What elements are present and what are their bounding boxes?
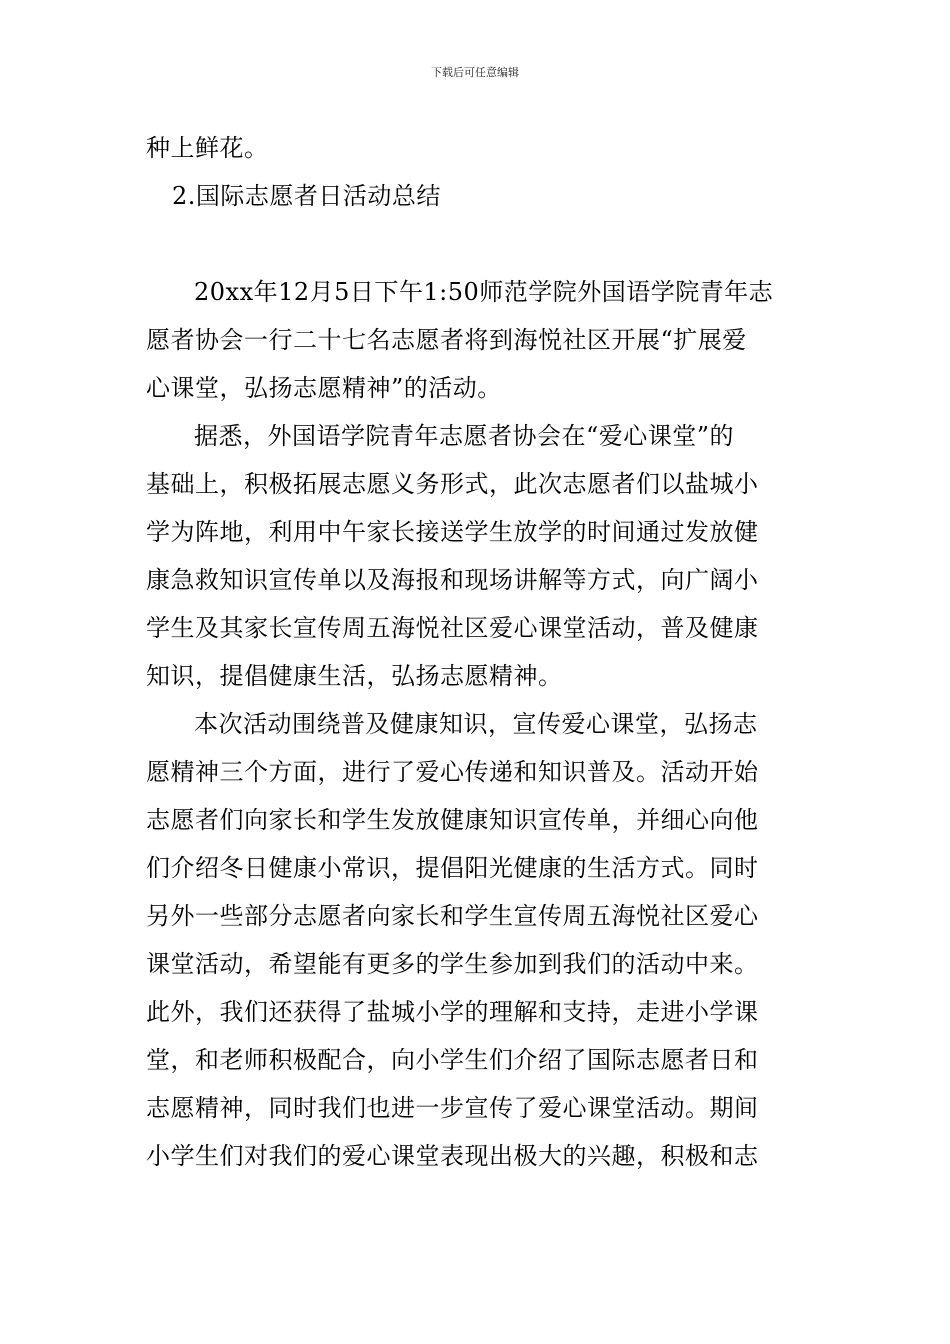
section-heading: 2.国际志愿者日活动总结 — [172, 182, 441, 210]
paragraph-line: 志愿者们向家长和学生发放健康知识宣传单，并细心向他 — [146, 806, 759, 834]
paragraph-line: 学为阵地，利用中午家长接送学生放学的时间通过发放健 — [146, 518, 759, 546]
document-body — [146, 124, 812, 1180]
paragraph-1 — [146, 268, 812, 412]
paragraph-line: 心课堂，弘扬志愿精神”的活动。 — [146, 374, 502, 402]
paragraph-line: 课堂活动，希望能有更多的学生参加到我们的活动中来。 — [146, 950, 759, 978]
paragraph-line: 另外一些部分志愿者向家长和学生宣传周五海悦社区爱心 — [146, 902, 759, 930]
paragraph-line: 本次活动围绕普及健康知识，宣传爱心课堂，弘扬志 — [194, 710, 758, 738]
paragraph-line: 据悉，外国语学院青年志愿者协会在“爱心课堂”的 — [194, 422, 735, 450]
paragraph-line: 20xx年12月5日下午1:50师范学院外国语学院青年志 — [194, 278, 774, 306]
paragraph-line: 堂，和老师积极配合，向小学生们介绍了国际志愿者日和 — [146, 1046, 759, 1074]
paragraph-line: 此外，我们还获得了盐城小学的理解和支持，走进小学课 — [146, 998, 759, 1026]
paragraph-line: 们介绍冬日健康小常识，提倡阳光健康的生活方式。同时 — [146, 854, 759, 882]
continuation-line: 种上鲜花。 — [146, 134, 269, 162]
blank-line — [146, 220, 812, 268]
paragraph-line: 康急救知识宣传单以及海报和现场讲解等方式，向广阔小 — [146, 566, 759, 594]
paragraph-line: 愿者协会一行二十七名志愿者将到海悦社区开展“扩展爱 — [146, 326, 747, 354]
paragraph-line: 志愿精神，同时我们也进一步宣传了爱心课堂活动。期间 — [146, 1094, 759, 1122]
paragraph-line: 小学生们对我们的爱心课堂表现出极大的兴趣，积极和志 — [146, 1142, 759, 1170]
paragraph-2 — [146, 412, 812, 700]
paragraph-line: 知识，提倡健康生活，弘扬志愿精神。 — [146, 662, 563, 690]
paragraph-3 — [146, 700, 812, 1180]
paragraph-line: 学生及其家长宣传周五海悦社区爱心课堂活动，普及健康 — [146, 614, 759, 642]
paragraph-line: 愿精神三个方面，进行了爱心传递和知识普及。活动开始 — [146, 758, 759, 786]
page-header: 下载后可任意编辑 — [431, 66, 519, 79]
paragraph-line: 基础上，积极拓展志愿义务形式，此次志愿者们以盐城小 — [146, 470, 759, 498]
